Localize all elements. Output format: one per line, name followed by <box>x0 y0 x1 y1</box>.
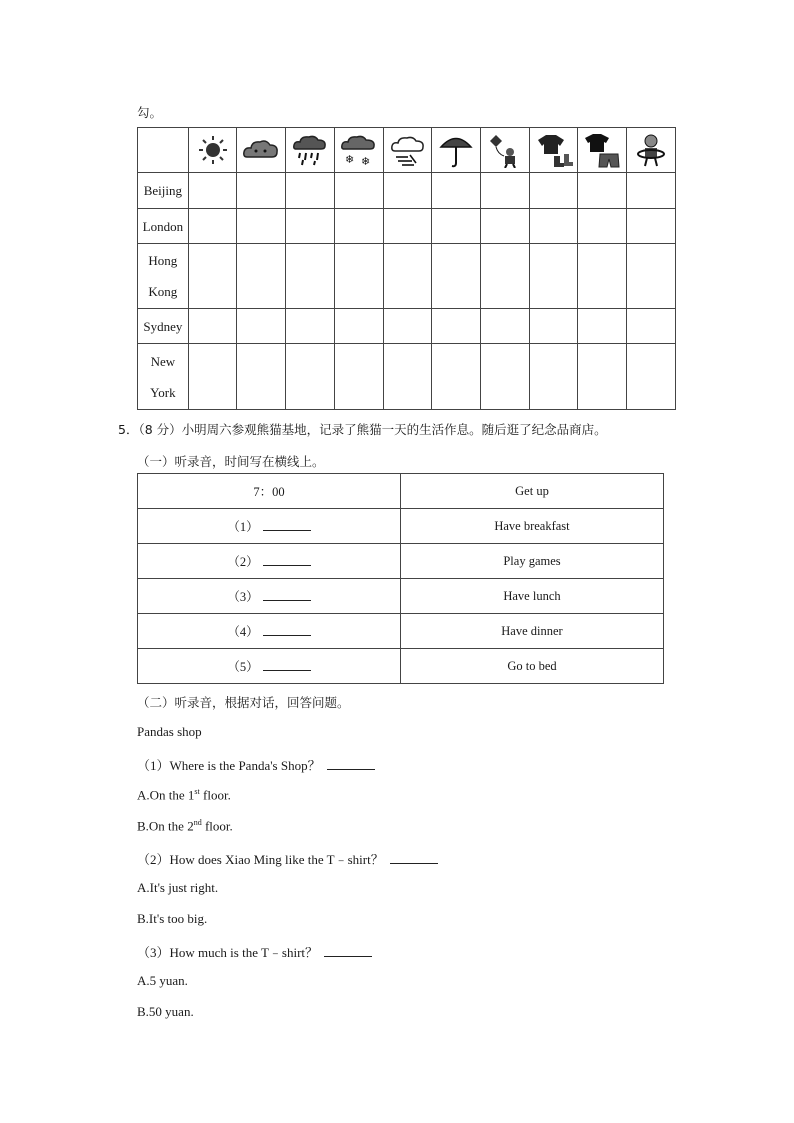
grid-cell[interactable] <box>529 173 578 209</box>
part1-title: （一）听录音，时间写在横线上。 <box>137 454 325 469</box>
answer-blank[interactable] <box>327 757 375 770</box>
weather-table <box>137 127 676 410</box>
schedule-row <box>138 509 664 544</box>
answer-blank[interactable] <box>263 623 311 636</box>
answer-blank[interactable] <box>324 944 372 957</box>
grid-cell[interactable] <box>627 344 676 410</box>
city-label: London <box>138 209 189 244</box>
schedule-row <box>138 649 664 684</box>
corner-cell <box>138 128 189 173</box>
grid-cell[interactable] <box>481 244 530 309</box>
grid-cell[interactable] <box>578 344 627 410</box>
grid-cell[interactable] <box>286 173 335 209</box>
answer-blank[interactable] <box>263 518 311 531</box>
city-row <box>138 173 676 209</box>
answer-blank[interactable] <box>263 553 311 566</box>
question-number: 5． <box>118 422 139 437</box>
q3-option-b[interactable]: B.50 yuan. <box>137 1004 194 1019</box>
grid-cell[interactable] <box>432 244 481 309</box>
kite-icon <box>481 128 530 173</box>
sunny-icon <box>188 128 237 173</box>
q1-option-b[interactable]: B.On the 2nd floor. <box>137 818 233 834</box>
grid-cell[interactable] <box>286 309 335 344</box>
city-row <box>138 344 676 410</box>
cloudy-icon <box>237 128 286 173</box>
grid-cell[interactable] <box>286 344 335 410</box>
grid-cell[interactable] <box>286 209 335 244</box>
q2-option-b[interactable]: B.It's too big. <box>137 911 208 926</box>
schedule-row <box>138 614 664 649</box>
schedule-activity: Play games <box>401 544 664 579</box>
grid-cell[interactable] <box>383 344 432 410</box>
grid-cell[interactable] <box>578 309 627 344</box>
answer-blank[interactable] <box>390 851 438 864</box>
q2-option-a[interactable]: A.It's just right. <box>137 880 219 895</box>
grid-cell[interactable] <box>188 209 237 244</box>
snowy-icon <box>334 128 383 173</box>
swimmer-icon <box>627 128 676 173</box>
grid-cell[interactable] <box>578 209 627 244</box>
question-1: （1）Where is the Panda's Shop？ <box>137 755 375 774</box>
question-2: （2）How does Xiao Ming like the T﹣shirt？ <box>137 849 438 868</box>
grid-cell[interactable] <box>627 209 676 244</box>
grid-cell[interactable] <box>188 173 237 209</box>
city-row <box>138 244 676 309</box>
grid-cell[interactable] <box>237 244 286 309</box>
grid-cell[interactable] <box>383 309 432 344</box>
grid-cell[interactable] <box>188 244 237 309</box>
rainy-icon <box>286 128 335 173</box>
tshirt-shorts-icon <box>578 128 627 173</box>
grid-cell[interactable] <box>627 309 676 344</box>
grid-cell[interactable] <box>529 244 578 309</box>
grid-cell[interactable] <box>286 244 335 309</box>
answer-blank[interactable] <box>263 658 311 671</box>
city-label: Hong Kong <box>138 244 189 309</box>
grid-cell[interactable] <box>627 173 676 209</box>
schedule-activity: Have breakfast <box>401 509 664 544</box>
grid-cell[interactable] <box>529 309 578 344</box>
grid-cell[interactable] <box>237 344 286 410</box>
schedule-row <box>138 474 664 509</box>
grid-cell[interactable] <box>383 209 432 244</box>
grid-cell[interactable] <box>237 209 286 244</box>
schedule-activity: Go to bed <box>401 649 664 684</box>
grid-cell[interactable] <box>237 173 286 209</box>
answer-blank[interactable] <box>263 588 311 601</box>
question-5-heading <box>118 420 607 438</box>
grid-cell[interactable] <box>188 309 237 344</box>
grid-cell[interactable] <box>481 309 530 344</box>
schedule-time: （4） <box>138 614 401 649</box>
schedule-table <box>137 473 664 684</box>
schedule-row <box>138 544 664 579</box>
grid-cell[interactable] <box>383 173 432 209</box>
schedule-time: （2） <box>138 544 401 579</box>
grid-cell[interactable] <box>334 173 383 209</box>
city-label: Beijing <box>138 173 189 209</box>
schedule-activity: Get up <box>401 474 664 509</box>
grid-cell[interactable] <box>481 209 530 244</box>
city-row <box>138 209 676 244</box>
schedule-time: （3） <box>138 579 401 614</box>
city-label: Sydney <box>138 309 189 344</box>
schedule-row <box>138 579 664 614</box>
svg-text:❄: ❄ <box>360 155 370 167</box>
schedule-time: 7：00 <box>138 474 401 509</box>
grid-cell[interactable] <box>432 173 481 209</box>
grid-cell[interactable] <box>432 309 481 344</box>
schedule-activity: Have lunch <box>401 579 664 614</box>
umbrella-icon <box>432 128 481 173</box>
q1-option-a[interactable]: A.On the 1st floor. <box>137 787 231 803</box>
city-row <box>138 309 676 344</box>
grid-cell[interactable] <box>481 173 530 209</box>
city-label: New York <box>138 344 189 410</box>
part2-title: （二）听录音，根据对话，回答问题。 <box>137 695 350 710</box>
grid-cell[interactable] <box>529 344 578 410</box>
sweater-boots-icon <box>529 128 578 173</box>
schedule-time: （5） <box>138 649 401 684</box>
grid-cell[interactable] <box>334 309 383 344</box>
header-fragment: 勾。 <box>137 105 163 120</box>
grid-cell[interactable] <box>432 209 481 244</box>
grid-cell[interactable] <box>481 344 530 410</box>
grid-cell[interactable] <box>529 209 578 244</box>
grid-cell[interactable] <box>237 309 286 344</box>
grid-cell[interactable] <box>334 209 383 244</box>
svg-text:❄: ❄ <box>344 153 354 166</box>
grid-cell[interactable] <box>578 244 627 309</box>
grid-cell[interactable] <box>334 344 383 410</box>
q3-option-a[interactable]: A.5 yuan. <box>137 973 188 988</box>
shop-title: Pandas shop <box>137 724 202 739</box>
grid-cell[interactable] <box>627 244 676 309</box>
grid-cell[interactable] <box>578 173 627 209</box>
icon-row <box>138 128 676 173</box>
schedule-activity: Have dinner <box>401 614 664 649</box>
grid-cell[interactable] <box>432 344 481 410</box>
schedule-time: （1） <box>138 509 401 544</box>
grid-cell[interactable] <box>334 244 383 309</box>
windy-icon <box>383 128 432 173</box>
grid-cell[interactable] <box>383 244 432 309</box>
question-3: （3）How much is the T﹣shirt？ <box>137 942 372 961</box>
question-text: （8 分）小明周六参观熊猫基地，记录了熊猫一天的生活作息。随后逛了纪念品商店。 <box>138 422 607 437</box>
grid-cell[interactable] <box>188 344 237 410</box>
